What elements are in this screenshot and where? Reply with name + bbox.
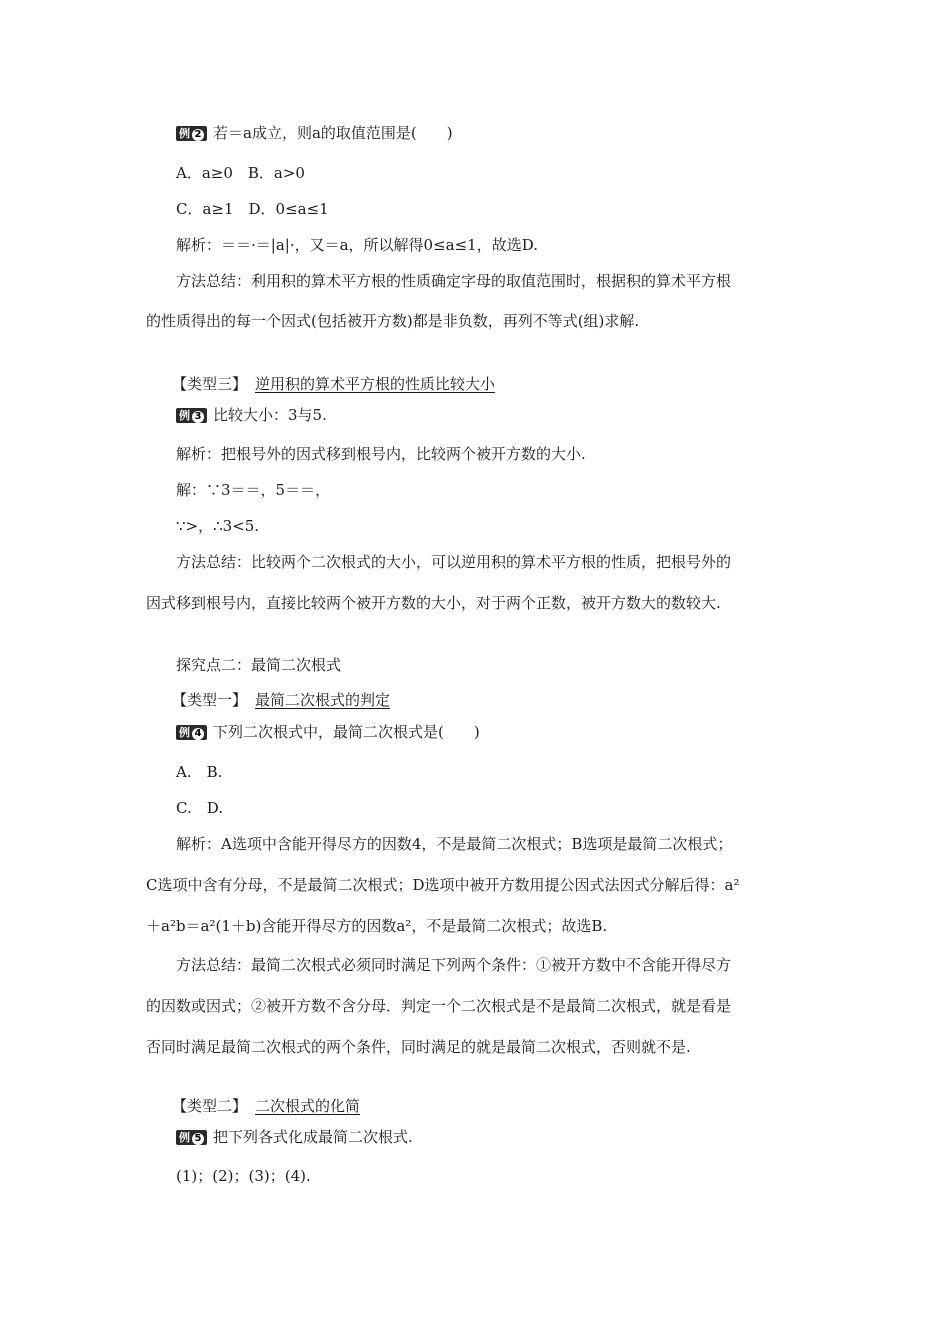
example-4-summary-line-2: 的因数或因式；②被开方数不含分母．判定一个二次根式是不是最简二次根式，就是看是 (146, 997, 732, 1015)
example-3-solution-line-1: 解：∵3＝＝，5＝＝， (176, 481, 331, 499)
example-3-summary-line-2: 因式移到根号内，直接比较两个被开方数的大小，对于两个正数，被开方数大的数较大. (146, 594, 721, 612)
example-3-analysis: 解析：把根号外的因式移到根号内，比较两个被开方数的大小. (176, 445, 586, 463)
type-1-title: 最简二次根式的判定 (255, 691, 391, 709)
type-3-title: 逆用积的算术平方根的性质比较大小 (255, 375, 496, 393)
type-2-title: 二次根式的化简 (255, 1097, 361, 1115)
type-1-heading: 【类型一】 最简二次根式的判定 (172, 691, 391, 709)
example-4-analysis-line-1: 解析：A选项中含能开得尽方的因数4，不是最简二次根式；B选项是最简二次根式； (176, 835, 733, 853)
example-4-question: 例 4 下列二次根式中，最简二次根式是( ) (176, 722, 480, 742)
example-2-options-ab: A．a≥0 B．a>0 (176, 164, 305, 182)
example-5-items: (1)；(2)；(3)；(4). (176, 1167, 311, 1185)
example-badge: 例 3 (176, 408, 207, 423)
example-4-analysis-line-3: ＋a²b＝a²(1＋b)含能开得尽方的因数a²，不是最简二次根式；故选B. (146, 917, 608, 935)
example-4-options-ab: A. B. (176, 763, 223, 781)
example-badge: 例 2 (176, 126, 207, 141)
section-2-title: 探究点二：最简二次根式 (176, 656, 342, 674)
example-2-summary-line-1: 方法总结：利用积的算术平方根的性质确定字母的取值范围时，根据积的算术平方根 (176, 272, 732, 290)
type-3-heading: 【类型三】 逆用积的算术平方根的性质比较大小 (172, 375, 496, 393)
example-2-summary-line-2: 的性质得出的每一个因式(包括被开方数)都是非负数，再列不等式(组)求解. (146, 312, 640, 330)
example-3-solution-line-2: ∵>，∴3<5. (176, 517, 260, 535)
example-3-question: 例 3 比较大小：3与5. (176, 405, 327, 425)
type-2-heading: 【类型二】 二次根式的化简 (172, 1097, 361, 1115)
example-4-analysis-line-2: C选项中含有分母，不是最简二次根式；D选项中被开方数用提公因式法因式分解后得：a² (146, 876, 740, 894)
example-badge: 例 5 (176, 1130, 207, 1145)
example-badge: 例 4 (176, 725, 207, 740)
example-5-question: 例 5 把下列各式化成最简二次根式. (176, 1127, 413, 1147)
example-4-summary-line-1: 方法总结：最简二次根式必须同时满足下列两个条件：①被开方数中不含能开得尽方 (176, 956, 732, 974)
example-4-summary-line-3: 否同时满足最简二次根式的两个条件，同时满足的就是最简二次根式，否则就不是. (146, 1038, 691, 1056)
example-2-question: 例 2 若＝a成立，则a的取值范围是( ) (176, 123, 453, 143)
example-4-options-cd: C. D. (176, 799, 223, 817)
example-3-summary-line-1: 方法总结：比较两个二次根式的大小，可以逆用积的算术平方根的性质，把根号外的 (176, 553, 732, 571)
example-2-options-cd: C．a≥1 D．0≤a≤1 (176, 200, 329, 218)
example-2-analysis: 解析：＝＝·＝|a|·，又＝a，所以解得0≤a≤1，故选D. (176, 236, 538, 254)
